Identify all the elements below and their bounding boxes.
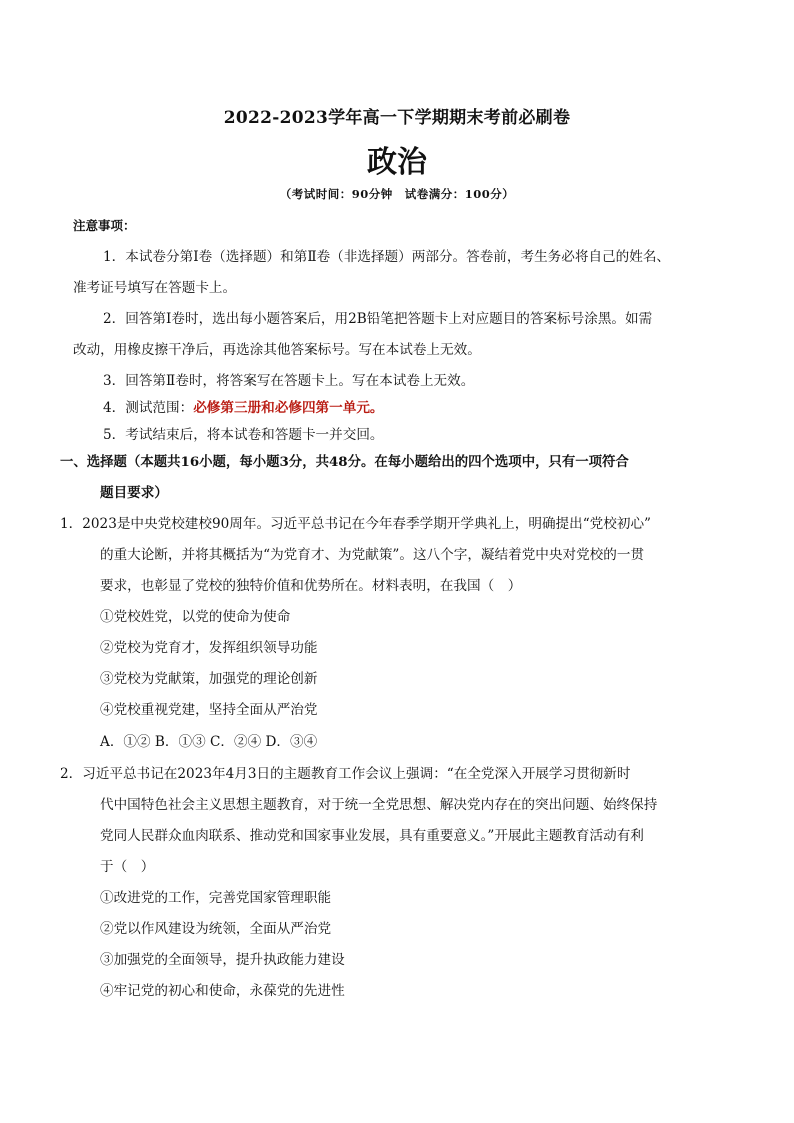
notice-item-2-line-1: 2．回答第Ⅰ卷时，选出每小题答案后，用2B铅笔把答题卡上对应题目的答案标号涂黑。如需 [103, 311, 653, 327]
q2-option-1: ①改进党的工作，完善党国家管理职能 [100, 890, 332, 906]
q1-line-1: 1．2023是中央党校建校90周年。习近平总书记在今年春季学期开学典礼上，明确提出“党校初心” [60, 516, 651, 532]
notice-item-1-line-2: 准考证号填写在答题卡上。 [73, 280, 237, 296]
notice-item-3: 3．回答第Ⅱ卷时，将答案写在答题卡上。写在本试卷上无效。 [103, 373, 475, 389]
q2-option-4: ④牢记党的初心和使命，永葆党的先进性 [100, 983, 345, 999]
exam-info: （考试时间：90分钟 试卷满分：100分） [279, 187, 515, 201]
q1-option-1: ①党校姓党，以党的使命为使命 [100, 609, 291, 625]
notice-item-4 [103, 398, 384, 418]
q2-line-1: 2．习近平总书记在2023年4月3日的主题教育工作会议上强调：“在全党深入开展学习贯彻新时 [60, 766, 631, 782]
notice-item-4-prefix: 4．测试范围： [103, 400, 194, 416]
test-scope: 必修第三册和必修四第一单元。 [193, 400, 384, 416]
section-heading-line-2: 题目要求） [100, 485, 168, 501]
q2-option-2: ②党以作风建设为统领，全面从严治党 [100, 921, 332, 937]
q1-line-2: 的重大论断，并将其概括为“为党育才、为党献策”。这八个字，凝结着党中央对党校的一贯 [100, 547, 645, 563]
q2-line-3: 党同人民群众血肉联系、推动党和国家事业发展，具有重要意义。”开展此主题教育活动有利 [100, 828, 644, 844]
q1-option-2: ②党校为党育才，发挥组织领导功能 [100, 640, 318, 656]
paper-title: 2022-2023学年高一下学期期末考前必刷卷 [223, 108, 571, 128]
notice-item-5: 5．考试结束后，将本试卷和答题卡一并交回。 [103, 427, 384, 443]
q2-line-2: 代中国特色社会主义思想主题教育，对于统一全党思想、解决党内存在的突出问题、始终保持 [100, 797, 658, 813]
q1-option-4: ④党校重视党建，坚持全面从严治党 [100, 702, 318, 718]
notice-heading: 注意事项： [73, 218, 136, 233]
q2-option-3: ③加强党的全面领导，提升执政能力建设 [100, 952, 345, 968]
q1-answer-choices: A．①② B．①③ C．②④ D．③④ [100, 734, 318, 750]
q1-option-3: ③党校为党献策，加强党的理论创新 [100, 671, 318, 687]
q1-line-3: 要求，也彰显了党校的独特价值和优势所在。材料表明，在我国（ ） [100, 578, 522, 594]
q2-line-4: 于（ ） [100, 859, 155, 875]
notice-item-2-line-2: 改动，用橡皮擦干净后，再选涂其他答案标号。写在本试卷上无效。 [73, 342, 481, 358]
section-heading-line-1: 一、选择题（本题共16小题，每小题3分，共48分。在每小题给出的四个选项中，只有一项符合 [60, 454, 629, 470]
notice-item-1-line-1: 1．本试卷分第Ⅰ卷（选择题）和第Ⅱ卷（非选择题）两部分。答卷前，考生务必将自己的姓名、 [103, 249, 671, 265]
subject-title: 政治 [367, 145, 427, 180]
